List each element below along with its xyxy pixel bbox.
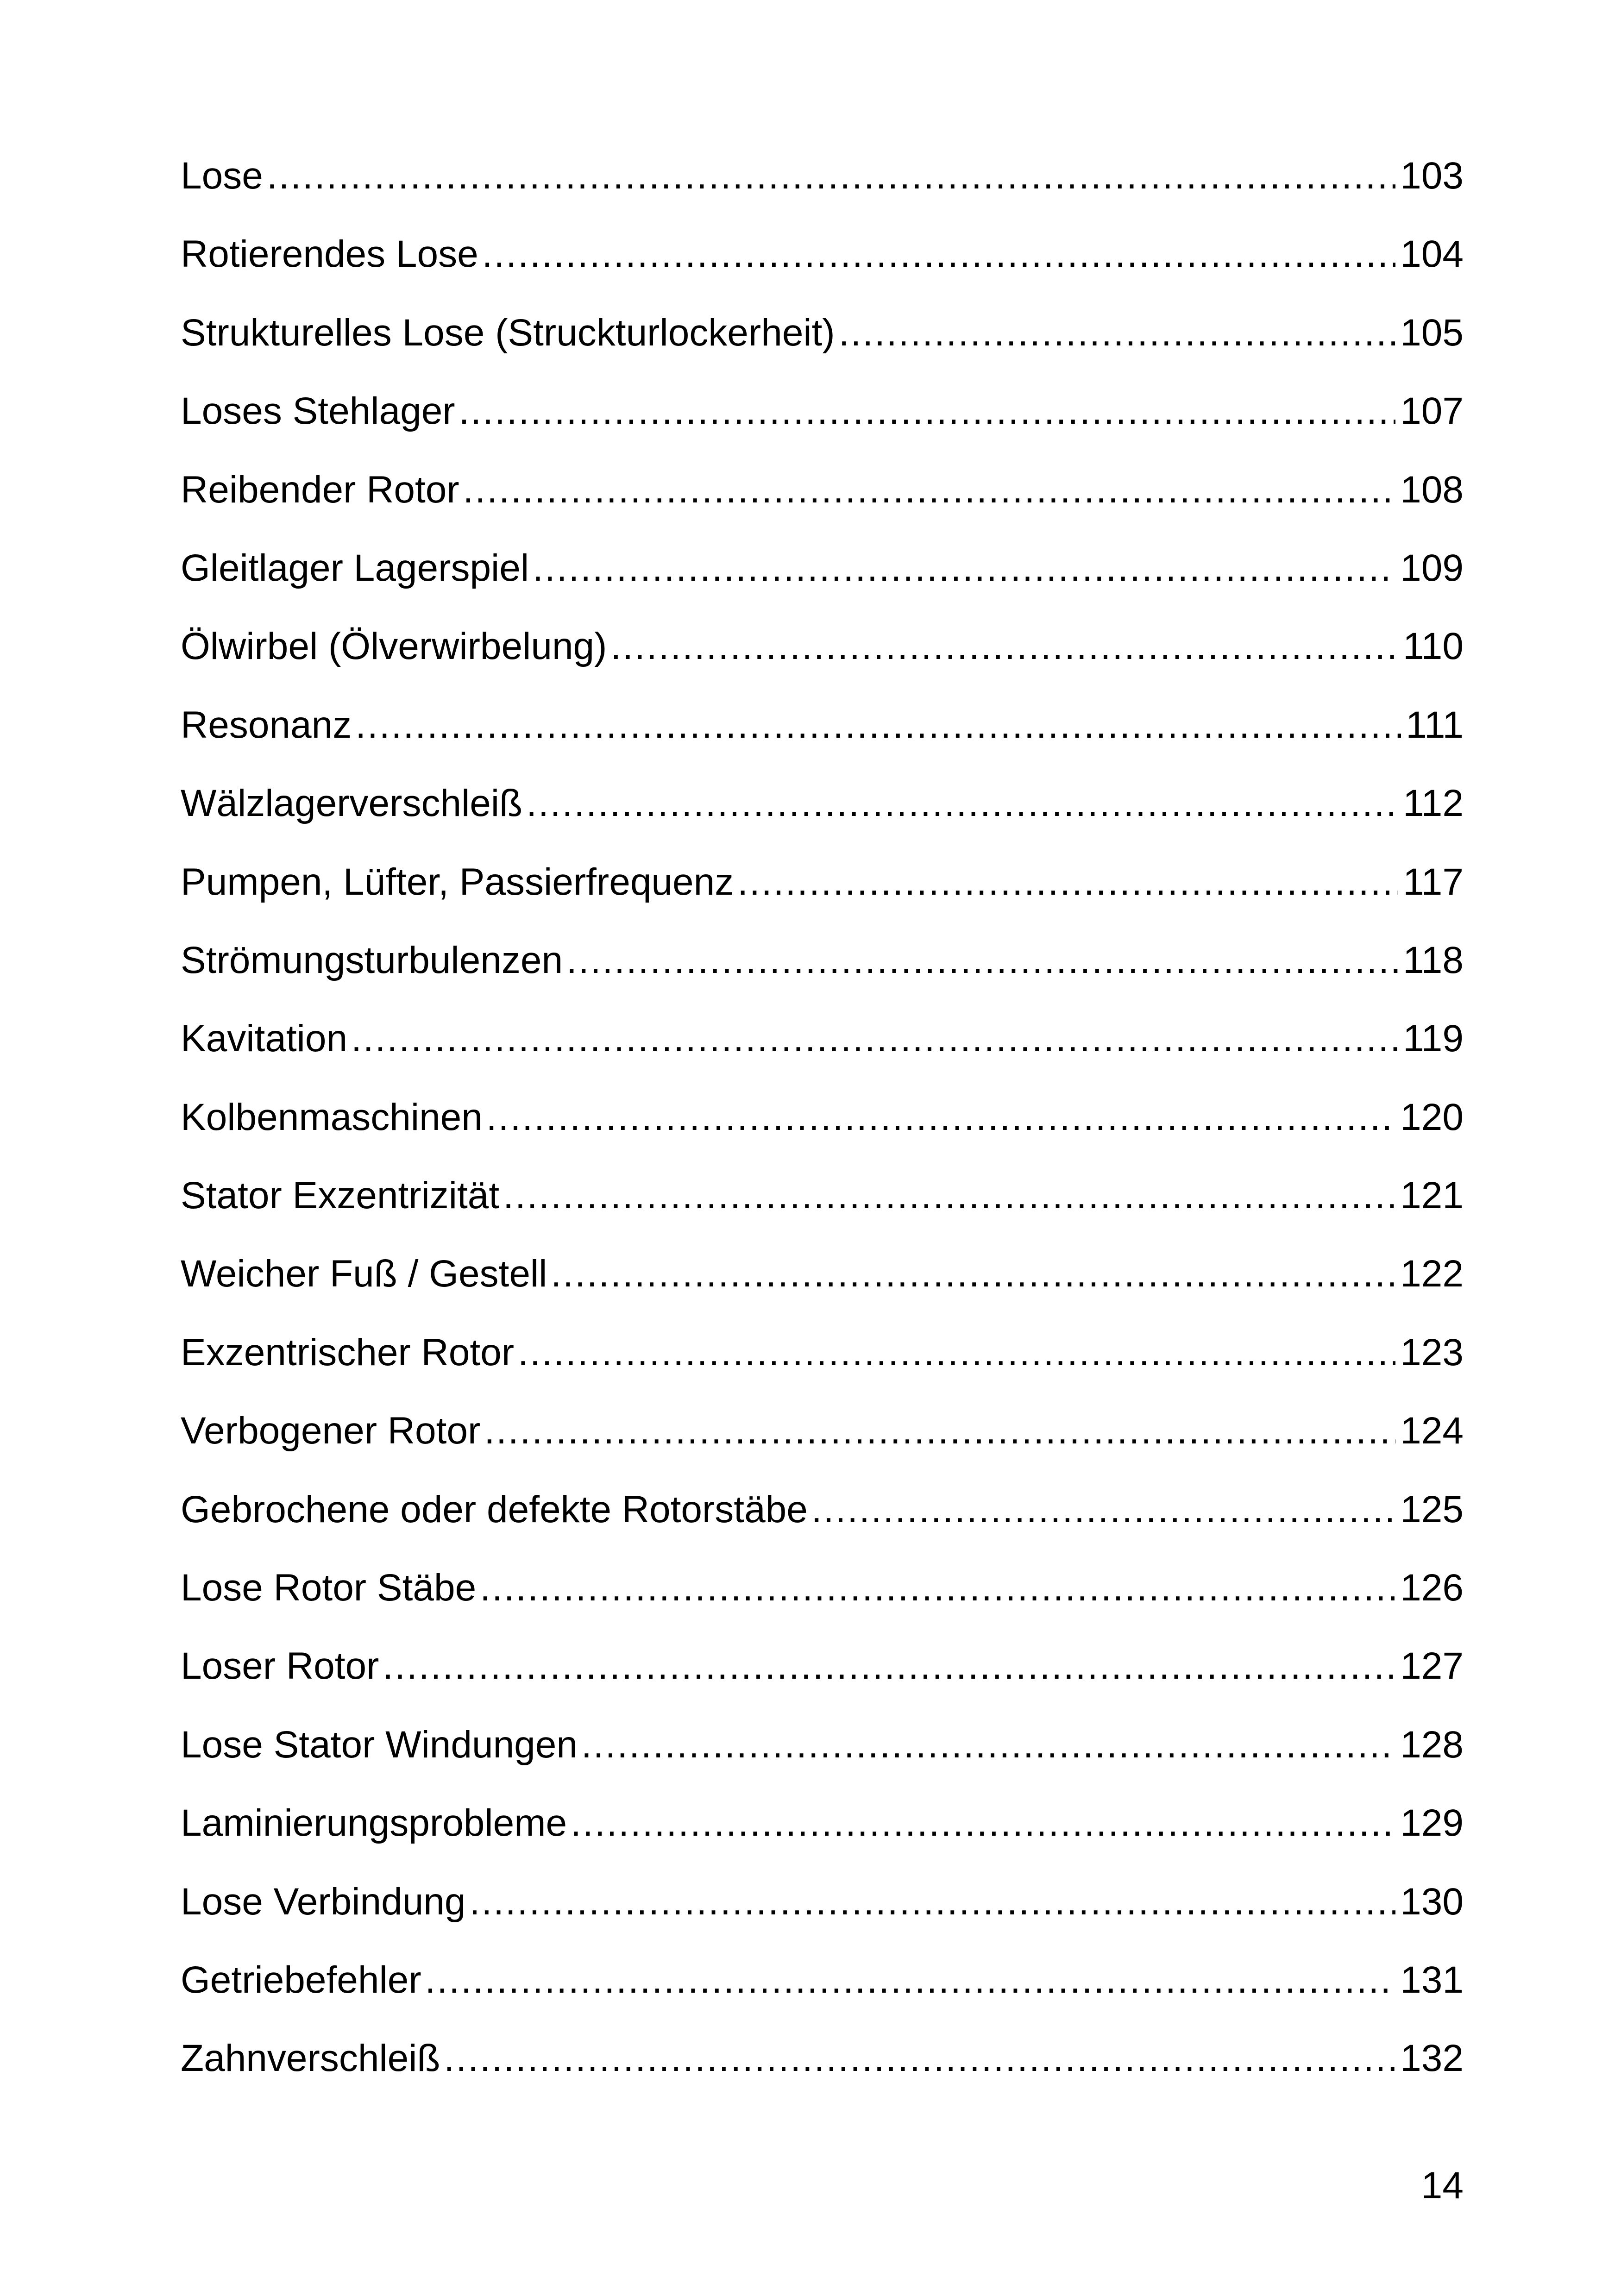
toc-dot-leader: [351, 999, 1398, 1078]
toc-entry[interactable]: [181, 215, 1464, 293]
toc-entry-title: Lose Rotor Stäbe: [181, 1567, 477, 1609]
toc-entry-title: Strömungsturbulenzen: [181, 939, 563, 981]
toc-entry[interactable]: [181, 999, 1464, 1078]
toc-dot-leader: [581, 1706, 1395, 1784]
toc-dot-leader: [425, 1941, 1396, 2019]
toc-entry-title: Zahnverschleiß: [181, 2037, 440, 2080]
toc-dot-leader: [355, 686, 1401, 764]
toc-entry[interactable]: [181, 1313, 1464, 1392]
toc-entry-page: 107: [1400, 390, 1464, 433]
toc-entry-page: 117: [1403, 860, 1464, 903]
toc-dot-leader: [383, 1627, 1395, 1705]
toc-dot-leader: [551, 1235, 1395, 1313]
toc-entry-page: 119: [1403, 1017, 1464, 1060]
toc-entry[interactable]: [181, 451, 1464, 529]
toc-dot-leader: [484, 1392, 1395, 1470]
toc-entry-title: Stator Exzentrizität: [181, 1174, 500, 1217]
toc-entry[interactable]: [181, 686, 1464, 764]
table-of-contents: [181, 137, 1464, 2098]
toc-entry-page: 104: [1400, 233, 1464, 276]
toc-dot-leader: [486, 1078, 1395, 1156]
toc-entry[interactable]: [181, 607, 1464, 685]
toc-entry-page: 123: [1400, 1331, 1464, 1374]
toc-entry-title: Gebrochene oder defekte Rotorstäbe: [181, 1488, 808, 1531]
toc-dot-leader: [737, 843, 1398, 921]
toc-entry-page: 118: [1403, 939, 1464, 981]
toc-entry-page: 132: [1400, 2037, 1464, 2080]
toc-entry-page: 105: [1400, 311, 1464, 354]
toc-dot-leader: [463, 451, 1396, 529]
toc-entry[interactable]: [181, 1235, 1464, 1313]
toc-entry-title: Kolbenmaschinen: [181, 1096, 483, 1138]
toc-entry-title: Resonanz: [181, 703, 352, 746]
toc-entry[interactable]: [181, 1078, 1464, 1156]
toc-entry-page: 127: [1400, 1645, 1464, 1687]
page-number: 14: [1421, 2164, 1464, 2207]
toc-entry-page: 122: [1400, 1253, 1464, 1295]
toc-entry[interactable]: [181, 1156, 1464, 1235]
toc-dot-leader: [526, 764, 1398, 842]
toc-entry-page: 110: [1403, 625, 1464, 668]
toc-entry-page: 103: [1400, 155, 1464, 197]
toc-entry-title: Gleitlager Lagerspiel: [181, 546, 529, 589]
toc-entry-title: Getriebefehler: [181, 1958, 421, 2001]
toc-dot-leader: [839, 294, 1395, 372]
toc-dot-leader: [459, 372, 1396, 450]
toc-dot-leader: [533, 529, 1395, 607]
toc-entry[interactable]: [181, 1627, 1464, 1705]
toc-entry-page: 108: [1400, 468, 1464, 511]
toc-entry-title: Weicher Fuß / Gestell: [181, 1253, 547, 1295]
toc-entry-title: Lose: [181, 155, 263, 197]
toc-entry[interactable]: [181, 1941, 1464, 2019]
toc-entry-title: Lose Verbindung: [181, 1880, 466, 1923]
toc-entry-title: Strukturelles Lose (Struckturlockerheit): [181, 311, 835, 354]
toc-entry-title: Wälzlagerverschleiß: [181, 782, 523, 825]
toc-entry-page: 111: [1406, 703, 1464, 746]
toc-dot-leader: [470, 1863, 1396, 1941]
toc-entry[interactable]: [181, 137, 1464, 215]
toc-entry-page: 129: [1400, 1802, 1464, 1844]
toc-entry-page: 130: [1400, 1880, 1464, 1923]
toc-dot-leader: [811, 1470, 1395, 1549]
toc-dot-leader: [482, 215, 1395, 293]
toc-entry-title: Laminierungsprobleme: [181, 1802, 567, 1844]
toc-entry-page: 109: [1400, 546, 1464, 589]
toc-dot-leader: [267, 137, 1395, 215]
toc-entry-title: Rotierendes Lose: [181, 233, 478, 276]
toc-entry[interactable]: [181, 1863, 1464, 1941]
toc-entry-title: Kavitation: [181, 1017, 348, 1060]
toc-entry-page: 126: [1400, 1567, 1464, 1609]
toc-dot-leader: [503, 1156, 1395, 1235]
toc-entry[interactable]: [181, 843, 1464, 921]
toc-entry[interactable]: [181, 1706, 1464, 1784]
toc-entry[interactable]: [181, 1549, 1464, 1627]
toc-entry-title: Lose Stator Windungen: [181, 1723, 578, 1766]
toc-entry[interactable]: [181, 372, 1464, 450]
toc-entry-title: Verbogener Rotor: [181, 1410, 481, 1452]
toc-entry-title: Pumpen, Lüfter, Passierfrequenz: [181, 860, 734, 903]
toc-entry[interactable]: [181, 2019, 1464, 2097]
toc-entry[interactable]: [181, 294, 1464, 372]
toc-entry-page: 120: [1400, 1096, 1464, 1138]
toc-entry-page: 124: [1400, 1410, 1464, 1452]
toc-entry-page: 131: [1400, 1958, 1464, 2001]
toc-dot-leader: [480, 1549, 1395, 1627]
toc-entry[interactable]: [181, 1392, 1464, 1470]
toc-entry-title: Exzentrischer Rotor: [181, 1331, 515, 1374]
toc-entry[interactable]: [181, 764, 1464, 842]
toc-entry-title: Reibender Rotor: [181, 468, 459, 511]
toc-dot-leader: [571, 1784, 1395, 1862]
toc-dot-leader: [518, 1313, 1395, 1392]
toc-entry-page: 125: [1400, 1488, 1464, 1531]
toc-entry[interactable]: [181, 529, 1464, 607]
toc-dot-leader: [444, 2019, 1396, 2097]
toc-dot-leader: [610, 607, 1398, 685]
toc-entry-page: 121: [1400, 1174, 1464, 1217]
toc-entry-page: 112: [1403, 782, 1464, 825]
toc-entry[interactable]: [181, 1470, 1464, 1549]
toc-dot-leader: [566, 921, 1398, 999]
toc-entry[interactable]: [181, 1784, 1464, 1862]
toc-entry-page: 128: [1400, 1723, 1464, 1766]
toc-entry-title: Loses Stehlager: [181, 390, 455, 433]
toc-entry-title: Loser Rotor: [181, 1645, 379, 1687]
toc-entry[interactable]: [181, 921, 1464, 999]
toc-entry-title: Ölwirbel (Ölverwirbelung): [181, 625, 607, 668]
